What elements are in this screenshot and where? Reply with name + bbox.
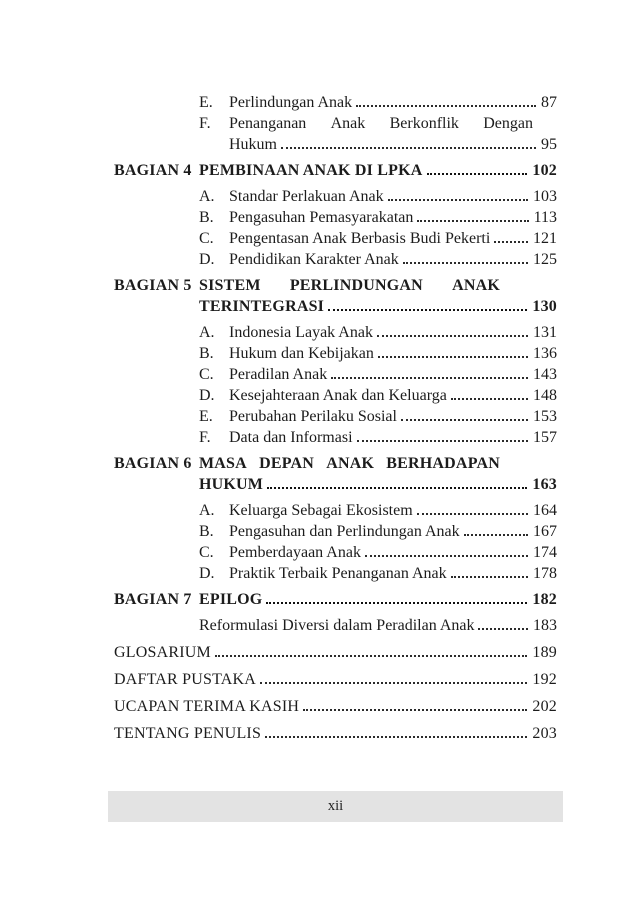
toc-item-letter: E. — [199, 94, 213, 111]
toc-line — [229, 406, 557, 427]
toc-line — [229, 500, 557, 521]
page-number: 95 — [541, 136, 557, 153]
toc-entry-content — [114, 669, 557, 690]
page-number: 202 — [532, 698, 557, 715]
toc-entry — [114, 453, 557, 495]
toc-entry — [114, 669, 557, 690]
table-of-contents — [114, 92, 557, 744]
dot-leader — [388, 199, 528, 201]
dot-leader — [267, 487, 527, 489]
toc-entry-content — [199, 160, 557, 181]
dot-leader — [451, 576, 528, 578]
toc-item-letter: F. — [199, 115, 211, 132]
toc-item-letter: D. — [199, 387, 215, 404]
toc-line-text: TERINTEGRASI — [199, 298, 325, 315]
toc-line-text: Perubahan Perilaku Sosial — [229, 408, 397, 425]
toc-line-word: Anak — [330, 115, 366, 132]
dot-leader — [331, 377, 528, 379]
toc-line — [199, 160, 557, 181]
page-number: 143 — [533, 366, 557, 383]
page-number: 164 — [533, 502, 557, 519]
page-number: 203 — [532, 725, 557, 742]
toc-line-text: Hukum dan Kebijakan — [229, 345, 374, 362]
toc-line-text: GLOSARIUM — [114, 644, 211, 661]
toc-line — [114, 669, 557, 690]
toc-entry-content — [114, 723, 557, 744]
toc-entry — [114, 589, 557, 610]
page-number: 102 — [532, 162, 557, 179]
toc-entry-content — [229, 427, 557, 448]
page-number: 136 — [533, 345, 557, 362]
toc-entry — [114, 406, 557, 427]
toc-line — [229, 134, 557, 155]
toc-entry — [114, 642, 557, 663]
toc-line — [114, 696, 557, 717]
toc-line — [229, 92, 557, 113]
toc-line — [199, 474, 557, 495]
toc-line — [199, 453, 557, 474]
dot-leader — [260, 682, 527, 684]
dot-leader — [328, 309, 527, 311]
toc-item-letter: D. — [199, 565, 215, 582]
toc-section-label: BAGIAN 4 — [114, 162, 192, 179]
toc-line — [229, 228, 557, 249]
toc-entry-content — [229, 207, 557, 228]
dot-leader — [417, 220, 528, 222]
toc-section-label: BAGIAN 6 — [114, 455, 192, 472]
page-number: 113 — [533, 209, 557, 226]
dot-leader — [265, 736, 527, 738]
toc-line — [229, 249, 557, 270]
toc-entry — [114, 427, 557, 448]
toc-item-letter: B. — [199, 523, 214, 540]
dot-leader — [417, 513, 528, 515]
toc-line-word: PERLINDUNGAN — [289, 277, 423, 294]
toc-line-text: EPILOG — [199, 591, 263, 608]
toc-entry — [114, 186, 557, 207]
toc-line — [229, 521, 557, 542]
toc-line — [229, 563, 557, 584]
toc-line — [229, 364, 557, 385]
toc-line-word: Penanganan — [229, 115, 307, 132]
page-number: 87 — [541, 94, 557, 111]
page-number: 130 — [532, 298, 557, 315]
toc-line-word: SISTEM — [199, 277, 261, 294]
page-number: 131 — [533, 324, 557, 341]
toc-item-letter: C. — [199, 366, 214, 383]
toc-entry — [114, 563, 557, 584]
page-number: 153 — [533, 408, 557, 425]
toc-line-text: Data dan Informasi — [229, 429, 353, 446]
toc-item-letter: B. — [199, 345, 214, 362]
toc-line-text: Pendidikan Karakter Anak — [229, 251, 399, 268]
dot-leader — [403, 262, 528, 264]
toc-entry-content — [229, 113, 557, 155]
toc-line-text: Indonesia Layak Anak — [229, 324, 373, 341]
toc-line — [199, 296, 557, 317]
page-number: 183 — [533, 617, 557, 634]
toc-line-word: Dengan — [483, 115, 533, 132]
toc-line-text: Hukum — [229, 136, 277, 153]
toc-line-text: Keluarga Sebagai Ekosistem — [229, 502, 413, 519]
toc-entry — [114, 249, 557, 270]
toc-line-text: Kesejahteraan Anak dan Keluarga — [229, 387, 447, 404]
dot-leader — [357, 440, 528, 442]
page-number: 121 — [533, 230, 557, 247]
page-number: 174 — [533, 544, 557, 561]
toc-entry-content — [229, 385, 557, 406]
toc-line — [229, 385, 557, 406]
toc-entry-content — [229, 521, 557, 542]
toc-entry — [114, 696, 557, 717]
toc-section-label: BAGIAN 5 — [114, 277, 192, 294]
dot-leader — [494, 241, 528, 243]
dot-leader — [451, 398, 528, 400]
toc-line-word: Berkonflik — [389, 115, 459, 132]
toc-line-text: HUKUM — [199, 476, 264, 493]
toc-entry — [114, 160, 557, 181]
page-number: 192 — [532, 671, 557, 688]
toc-line-text: Pengasuhan Pemasyarakatan — [229, 209, 414, 226]
toc-entry-content — [114, 642, 557, 663]
dot-leader — [215, 655, 527, 657]
toc-line — [199, 615, 557, 636]
toc-line-text: Pengentasan Anak Berbasis Budi Pekerti — [229, 230, 491, 247]
footer-page-number: xii — [327, 798, 344, 814]
toc-line-text: TENTANG PENULIS — [114, 725, 262, 742]
toc-line-text: Perlindungan Anak — [229, 94, 353, 111]
toc-entry-content — [229, 249, 557, 270]
dot-leader — [427, 173, 528, 175]
toc-item-letter: F. — [199, 429, 211, 446]
toc-item-letter: E. — [199, 408, 213, 425]
toc-item-letter: C. — [199, 544, 214, 561]
toc-entry — [114, 521, 557, 542]
toc-entry-content — [229, 92, 557, 113]
toc-entry-content — [229, 542, 557, 563]
toc-line — [114, 642, 557, 663]
toc-entry — [114, 364, 557, 385]
toc-line — [229, 427, 557, 448]
toc-entry — [114, 343, 557, 364]
toc-line-word: MASA — [199, 455, 247, 472]
dot-leader — [464, 534, 528, 536]
toc-line — [229, 113, 557, 134]
toc-line-text: PEMBINAAN ANAK DI LPKA — [199, 162, 423, 179]
page-number: 182 — [532, 591, 557, 608]
toc-item-letter: B. — [199, 209, 214, 226]
toc-line-text: DAFTAR PUSTAKA — [114, 671, 257, 688]
toc-entry-content — [199, 275, 557, 317]
toc-entry-content — [114, 696, 557, 717]
toc-entry — [114, 207, 557, 228]
dot-leader — [356, 105, 536, 107]
toc-entry-content — [229, 406, 557, 427]
toc-line-text: UCAPAN TERIMA KASIH — [114, 698, 300, 715]
toc-line-word: ANAK — [452, 277, 500, 294]
toc-line — [229, 322, 557, 343]
page-number: 125 — [533, 251, 557, 268]
toc-entry — [114, 322, 557, 343]
page-number: 189 — [532, 644, 557, 661]
toc-entry — [114, 500, 557, 521]
toc-entry — [114, 92, 557, 113]
toc-line-word: BERHADAPAN — [386, 455, 500, 472]
toc-item-letter: A. — [199, 188, 215, 205]
toc-line — [229, 343, 557, 364]
toc-entry-content — [229, 322, 557, 343]
toc-line — [229, 542, 557, 563]
toc-entry-content — [199, 615, 557, 636]
page-number: 148 — [533, 387, 557, 404]
toc-line-word: DEPAN — [259, 455, 315, 472]
toc-entry — [114, 275, 557, 317]
dot-leader — [401, 419, 528, 421]
toc-entry-content — [199, 453, 557, 495]
toc-line-text: Reformulasi Diversi dalam Peradilan Anak — [199, 617, 475, 634]
page-number: 163 — [532, 476, 557, 493]
toc-item-letter: C. — [199, 230, 214, 247]
toc-line — [199, 589, 557, 610]
footer-page-bar — [108, 791, 563, 822]
dot-leader — [478, 628, 528, 630]
toc-line-text: Standar Perlakuan Anak — [229, 188, 384, 205]
page-number: 178 — [533, 565, 557, 582]
toc-entry — [114, 542, 557, 563]
toc-entry — [114, 113, 557, 155]
toc-entry-content — [229, 186, 557, 207]
dot-leader — [303, 709, 527, 711]
page-number: 103 — [533, 188, 557, 205]
dot-leader — [365, 555, 528, 557]
toc-item-letter: A. — [199, 502, 215, 519]
toc-item-letter: A. — [199, 324, 215, 341]
toc-entry-content — [229, 500, 557, 521]
toc-line — [229, 207, 557, 228]
dot-leader — [377, 335, 528, 337]
page-number: 167 — [533, 523, 557, 540]
dot-leader — [378, 356, 528, 358]
toc-line — [114, 723, 557, 744]
toc-line-text: Pemberdayaan Anak — [229, 544, 361, 561]
toc-item-letter: D. — [199, 251, 215, 268]
toc-line-word: ANAK — [326, 455, 375, 472]
toc-entry-content — [199, 589, 557, 610]
toc-line-text: Praktik Terbaik Penanganan Anak — [229, 565, 447, 582]
toc-line — [199, 275, 557, 296]
toc-entry — [114, 615, 557, 636]
toc-line — [229, 186, 557, 207]
toc-entry-content — [229, 343, 557, 364]
toc-line-text: Pengasuhan dan Perlindungan Anak — [229, 523, 460, 540]
toc-entry-content — [229, 364, 557, 385]
dot-leader — [281, 147, 536, 149]
toc-entry — [114, 723, 557, 744]
toc-line-text: Peradilan Anak — [229, 366, 328, 383]
toc-entry-content — [229, 228, 557, 249]
page-number: 157 — [533, 429, 557, 446]
toc-entry — [114, 228, 557, 249]
dot-leader — [266, 602, 527, 604]
toc-entry — [114, 385, 557, 406]
toc-section-label: BAGIAN 7 — [114, 591, 192, 608]
toc-entry-content — [229, 563, 557, 584]
